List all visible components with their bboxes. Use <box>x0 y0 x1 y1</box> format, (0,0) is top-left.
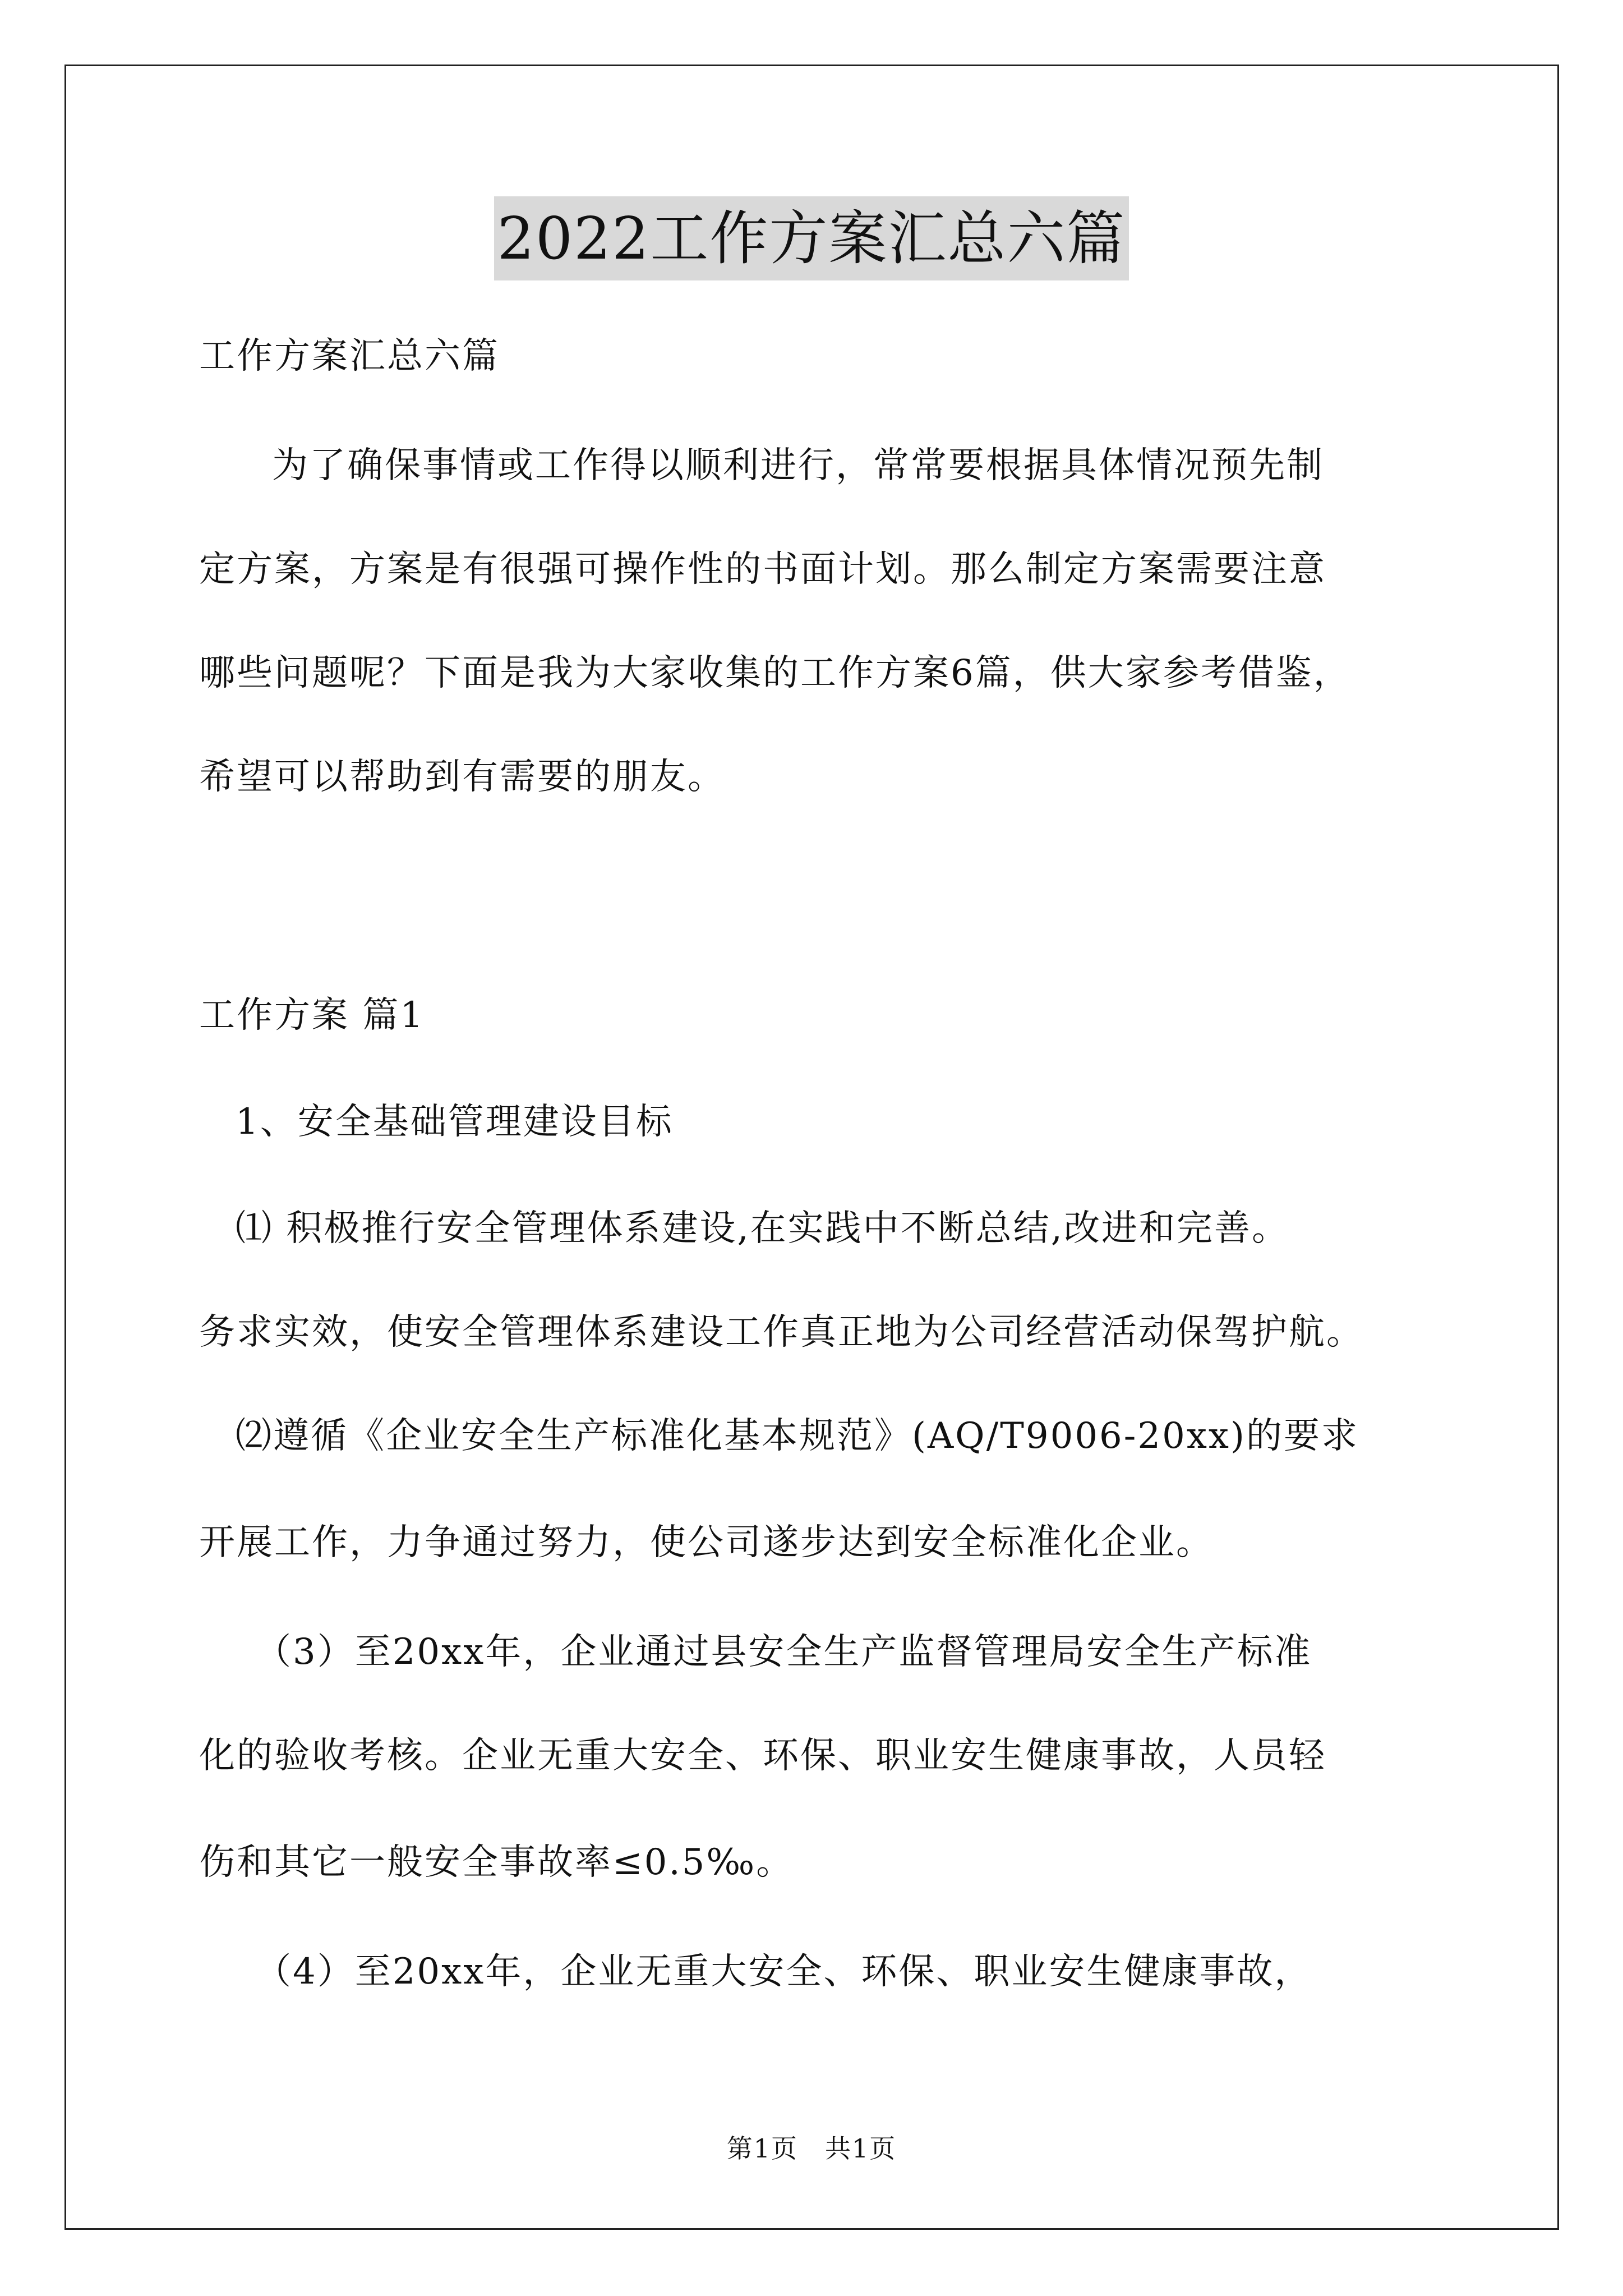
section-heading: 工作方案 篇1 <box>199 995 425 1036</box>
page-border <box>64 65 1559 2230</box>
paragraph-line: 希望可以帮助到有需要的朋友。 <box>199 756 725 798</box>
paragraph-line: 化的验收考核。企业无重大安全、环保、职业安生健康事故，人员轻 <box>199 1735 1326 1777</box>
paragraph-line: 定方案，方案是有很强可操作性的书面计划。那么制定方案需要注意 <box>199 549 1326 590</box>
paragraph-line: 务求实效，使安全管理体系建设工作真正地为公司经营活动保驾护航。 <box>199 1312 1364 1353</box>
paragraph-line: 伤和其它一般安全事故率≤0.5‰。 <box>199 1842 794 1883</box>
subheading-line: 1、安全基础管理建设目标 <box>236 1101 674 1143</box>
paragraph-line: （3）至20xx年，企业通过县安全生产监督管理局安全生产标准 <box>255 1631 1312 1673</box>
paragraph-line: ⑵遵循《企业安全生产标准化基本规范》(AQ/T9006-20xx)的要求 <box>236 1415 1359 1457</box>
document-title: 2022工作方案汇总六篇 <box>494 196 1129 280</box>
subtitle-line: 工作方案汇总六篇 <box>199 335 500 377</box>
page-footer: 第1页 共1页 <box>726 2133 897 2164</box>
paragraph-line: 哪些问题呢？下面是我为大家收集的工作方案6篇，供大家参考借鉴， <box>199 652 1351 694</box>
paragraph-line: ⑴ 积极推行安全管理体系建设,在实践中不断总结,改进和完善。 <box>236 1208 1290 1249</box>
title-container <box>0 196 1623 280</box>
paragraph-line: （4）至20xx年，企业无重大安全、环保、职业安生健康事故， <box>255 1951 1312 1993</box>
paragraph-line: 为了确保事情或工作得以顺利进行，常常要根据具体情况预先制 <box>272 445 1324 486</box>
paragraph-line: 开展工作，力争通过努力，使公司遂步达到安全标准化企业。 <box>199 1522 1214 1563</box>
